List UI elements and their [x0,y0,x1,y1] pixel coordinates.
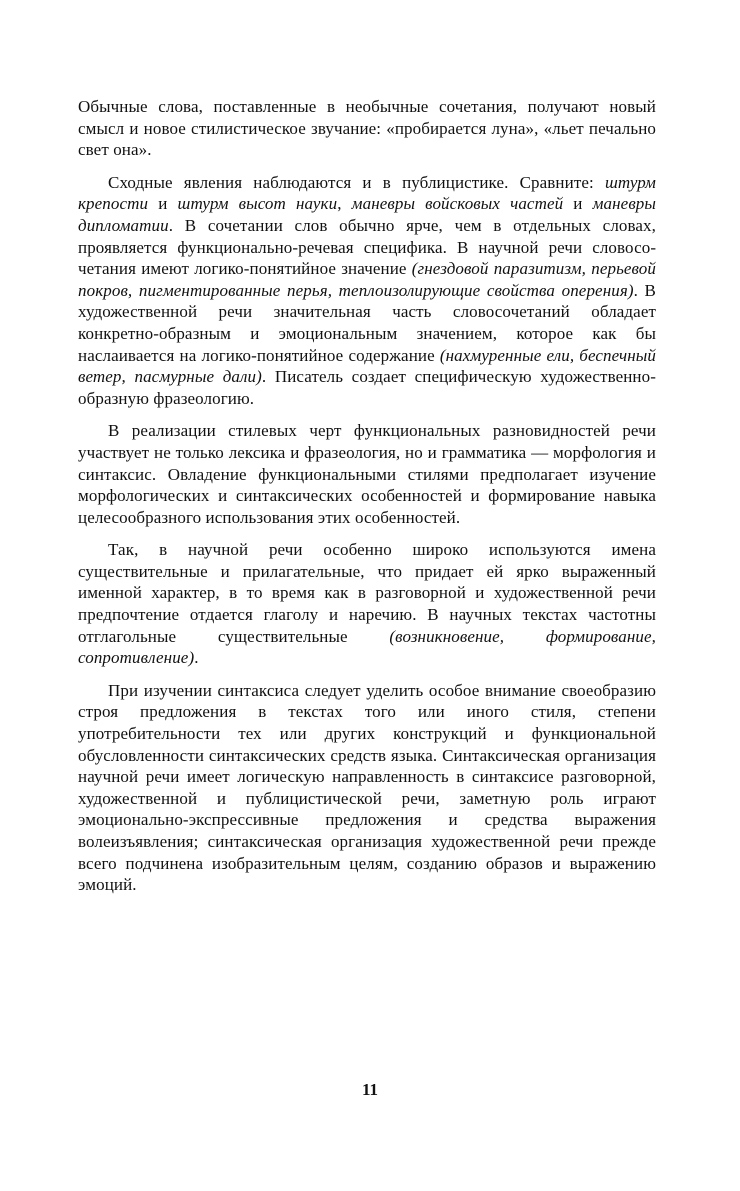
paragraph-4-italic-examples: (возникновение, формирование, сопротивление) [78,626,657,668]
paragraph-5 [78,680,656,896]
page-text-block [78,96,656,907]
paragraph-2-segment: . Писатель создает специфическую художественно-образную фразеологию. [78,367,656,408]
paragraph-4-segment: . [194,648,199,668]
paragraph-2-italic-term: маневры войсковых частей [351,194,564,214]
paragraph-2-segment: Сходные явления наблюдаются и в публицистике. Сравните: [108,172,605,192]
paragraph-2-italic-term: штурм высот науки [177,194,338,214]
paragraph-5-text: При изучении синтаксиса следует уделить особое внимание своеобразию строя предложения в текстах того или иного стиля, степени употребительности тех или других конструкций и функциональной обусловленности синтаксических средств языка. Синтаксическая организация научной речи имеет логическую направленность в синтаксисе разговорной, художественной и публицистической речи, заметную роль играют эмоционально-экспрессивные предложения и средства выражения волеизъявления; синтаксическая организация художественной речи прежде всего подчинена изобразительным целям, созданию образов и выражению эмоций. [78,680,656,895]
paragraph-2-italic-term: маневры дипломатии [78,194,657,235]
paragraph-2 [78,172,656,410]
paragraph-2-segment: , [337,194,352,214]
paragraph-2-italic-examples: (гнездовой паразитизм, перьевой покров, пигментированные перья, теплоизолирующие свойства оперения) [78,259,657,300]
page-number: 11 [361,1080,379,1099]
paragraph-2-segment: . В сочетании слов обычно ярче, чем в отдельных словах, проявляется функционально-речевая специфика. В научной речи словосочетания имеют логико-понятийное значение [78,215,656,279]
paragraph-1 [78,96,656,161]
paragraph-2-italic-examples: (нахмуренные ели, беспечный ветер, пасмурные дали) [78,345,656,387]
paragraph-4-segment: Так, в научной речи особенно широко используются имена существительные и прилагательные, что придает ей ярко выраженный именной характер, в то время как в разговорной и художественной речи предпочтение отдается глаголу и наречию. В научных текстах частотны отглагольные существительные [78,540,656,646]
paragraph-2-italic-term: штурм крепости [78,172,656,214]
paragraph-2-segment: и [148,194,178,214]
paragraph-3-text: В реализации стилевых черт функциональных разновидностей речи участвует не только лексика и фразеология, но и грамматика — морфология и синтаксис. Овладение функциональными стилями предполагает изучение морфологических и синтаксических особенностей и формирование навыка целесообразного использования этих особенностей. [78,421,656,527]
paragraph-4 [78,539,656,669]
paragraph-2-segment: и [563,194,593,214]
paragraph-3 [78,420,656,528]
paragraph-1-text: Обычные слова, поставленные в необычные сочетания, получают новый смысл и новое стилистическое звучание: «пробирается луна», «льет печально свет она». [78,97,656,160]
paragraph-2-segment: . В художественной речи значительная часть словосочетаний обладает конкретно-образным и эмоциональным значением, которое как бы наслаивается на логико-понятийное содержание [78,280,656,365]
